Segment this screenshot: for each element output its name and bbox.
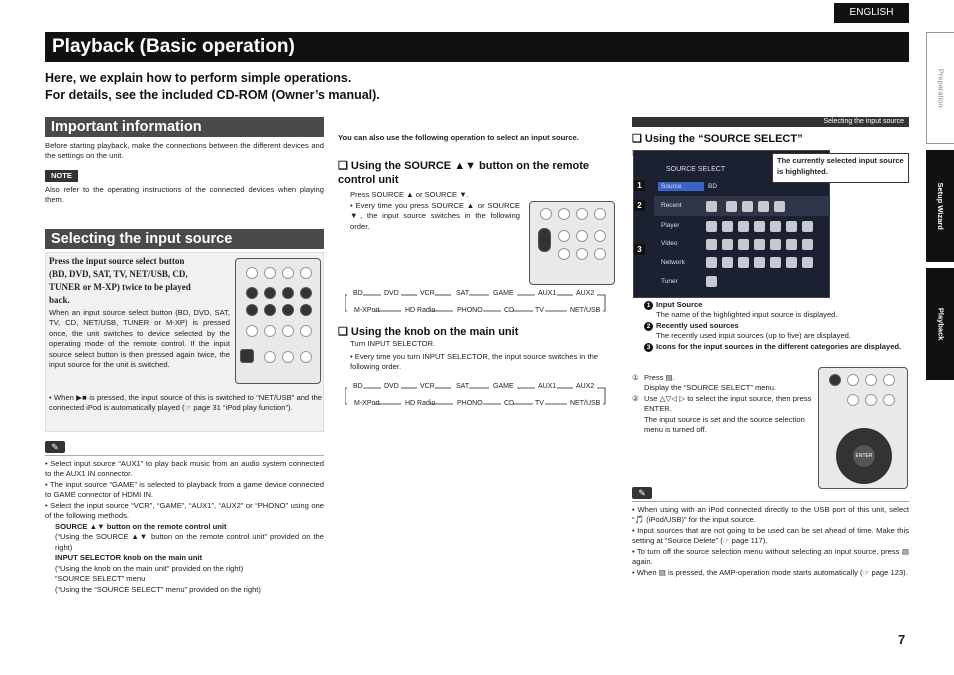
legend-title: Recently used sources [656,320,739,330]
tab-playback[interactable] [926,268,954,380]
intro-line-2: For details, see the included CD-ROM (Owner’s manual). [45,88,380,102]
page-title: Playback (Basic operation) [45,32,909,62]
tab-label: Playback [936,307,946,341]
selecting-bullet: • When ▶■ is pressed, the input source of this is switched to “NET/USB” and the connected iPod is automatically played (☞ page 31 “iPod play function”). [49,393,322,413]
flow-item: NET/USB [570,307,601,314]
important-heading: Important information [45,117,324,137]
remote-control-image [235,258,321,384]
flow-item: GAME [493,383,514,390]
screen-player: Player [661,222,680,229]
screen-recent: Recent [661,202,682,209]
tab-label: Preparation [936,68,946,108]
memo-icon: ✎ [632,487,652,499]
bold-intro-1: Press the input source select button [49,256,185,266]
screen-source-label: Source [661,183,682,190]
memo-item: SOURCE ▲▼ button on the remote control unit [55,521,227,531]
memo-item: (“Using the knob on the main unit” provided on the right) [55,563,244,573]
note-text: Also refer to the operating instructions of the connected devices when playing them. [45,185,324,205]
memo-item: • When ▤ is pressed, the AMP-operation mode starts automatically (☞ page 123). [632,567,908,577]
flow-item: VCR [420,290,435,297]
important-text: Before starting playback, make the connections between the different devices and the settings on the unit. [45,141,324,161]
memo-item: (“Using the “SOURCE SELECT” menu” provided on the right) [55,584,261,594]
memo-item: • Input sources that are not going to be used can be set ahead of time. Make this setting at “Source Delete” (☞ page 117). [632,525,909,546]
flow-item: PHONO [457,307,483,314]
legend-text: The recently used input sources (up to five) are displayed. [656,331,852,341]
memo-item: (“Using the SOURCE ▲▼ button on the remote control unit” provided on the right) [55,532,324,552]
flow-item: DVD [384,290,399,297]
callout-highlight: The currently selected input source is highlighted. [772,153,909,183]
flow-item: AUX2 [576,290,595,297]
legend-num: 2 [644,322,653,331]
screen-tuner: Tuner [661,278,678,285]
turn-selector: Turn INPUT SELECTOR. [350,339,436,348]
flow-item: SAT [456,383,470,390]
h-knob: ❑ Using the knob on the main unit [338,326,519,338]
selecting-heading: Selecting the input source [45,229,324,249]
flow-item: VCR [420,383,435,390]
flow-item: NET/USB [570,400,601,407]
flow-item: CD [504,400,515,407]
legend-title: Icons for the input sources in the different categories are displayed. [656,341,902,351]
memo-item: “SOURCE SELECT” menu [55,574,146,584]
flow-item: PHONO [457,400,483,407]
flow-item: CD [504,307,515,314]
legend-num: 3 [644,343,653,352]
remote-source-image [529,201,615,285]
memo-item: • When using with an iPod connected directly to the USB port of this unit, select “🎵 (iPod/USB)” for the input source. [632,505,909,525]
step-2: Use △▽◁ ▷ to select the input source, then press ENTER. [644,393,812,414]
legend [644,300,909,352]
step-1-detail: Display the “SOURCE SELECT” menu. [644,383,777,393]
flow-item: AUX1 [538,383,557,390]
remote-enter-image: ENTER [818,367,908,489]
flow-item: TV [535,400,544,407]
selecting-bold-intro [49,255,225,307]
h-source-select-menu: ❑ Using the “SOURCE SELECT” [632,133,803,145]
tab-setup-wizard[interactable] [926,150,954,262]
language-tab: ENGLISH [834,3,909,23]
section-header-bar: Selecting the input source [632,117,909,127]
intro-line-1: Here, we explain how to perform simple operations. [45,71,352,85]
memo-item: • The input source “GAME” is selected to playback from a game device connected to GAME connector of HDMI IN. [45,479,324,500]
step-2-detail: The input source is set and the source selection menu is turned off. [644,414,805,435]
screen-source-value: BD [708,183,718,190]
marker-1: 1 [634,180,645,191]
source-bullet: • Every time you press SOURCE ▲ or SOURCE ▼, the input source switches in the following order. [350,201,520,231]
flow-item: TV [535,307,544,314]
screen-video: Video [661,240,678,247]
memo-item: • Select input source “AUX1” to play back music from an audio system connected to the AUX1 IN connector. [45,459,324,479]
screen-title: SOURCE SELECT [666,166,726,173]
flow-item: SAT [456,290,470,297]
bold-intro-2: (BD, DVD, SAT, TV, NET/USB, CD, [49,269,188,280]
h-source-button: ❑ Using the SOURCE ▲▼ button on the remote control unit [338,160,590,186]
intro [45,70,380,104]
source-order-1 [345,287,610,322]
screen-network: Network [661,259,685,266]
press-source: Press SOURCE ▲ or SOURCE ▼. [350,190,469,199]
legend-text: The name of the highlighted input source is displayed. [656,310,838,320]
bold-intro-3: TUNER or M-XP) twice to be played [49,282,191,293]
note-label: NOTE [45,170,78,182]
knob-bullet: • Every time you turn INPUT SELECTOR, the input source switches in the following order. [350,352,599,372]
divider [45,455,324,456]
flow-item: AUX2 [576,383,595,390]
marker-3: 3 [634,244,645,255]
flow-item: M-XPort [354,307,380,314]
flow-item: AUX1 [538,290,557,297]
middle-intro: You can also use the following operation to select an input source. [338,133,579,142]
selecting-body: When an input source select button (BD, DVD, SAT, TV, CD, NET/USB, TUNER or M-XP) is pressed once, the unit switches to device selected by the operating mode of the remote control. If the input source select button is then pressed again twice, the input source for the unit is switched. [49,308,230,370]
page-number: 7 [898,632,906,647]
memo-icon: ✎ [45,441,65,453]
flow-item: BD [353,290,363,297]
flow-item: HD Radio [405,307,436,314]
bold-intro-4: back. [49,295,70,306]
source-order-2 [345,380,610,415]
divider [632,501,909,502]
memo-item: • Select the input source “VCR”, “GAME”, “AUX1”, “AUX2” or “PHONO” using one of the following methods. [45,500,324,521]
flow-item: BD [353,383,363,390]
marker-2: 2 [634,200,645,211]
memo-item: INPUT SELECTOR knob on the main unit [55,553,203,563]
flow-item: GAME [493,290,514,297]
flow-item: M-XPort [354,400,380,407]
memo-item: • To turn off the source selection menu without selecting an input source, press ▤ again. [632,546,909,567]
step-1: Press ▤. [644,373,675,382]
tab-preparation[interactable] [926,32,954,144]
legend-num: 1 [644,301,653,310]
flow-item: DVD [384,383,399,390]
flow-item: HD Radio [405,400,436,407]
steps: ① Press ▤. Display the “SOURCE SELECT” menu. ② Use △▽◁ ▷ to select the input source, then press ENTER. The input source is set and the source selection menu is turned off. [632,373,812,435]
memo-right [632,505,909,578]
legend-title: Input Source [656,300,703,309]
tab-label: Setup Wizard [936,182,946,230]
memo-left [45,459,324,595]
